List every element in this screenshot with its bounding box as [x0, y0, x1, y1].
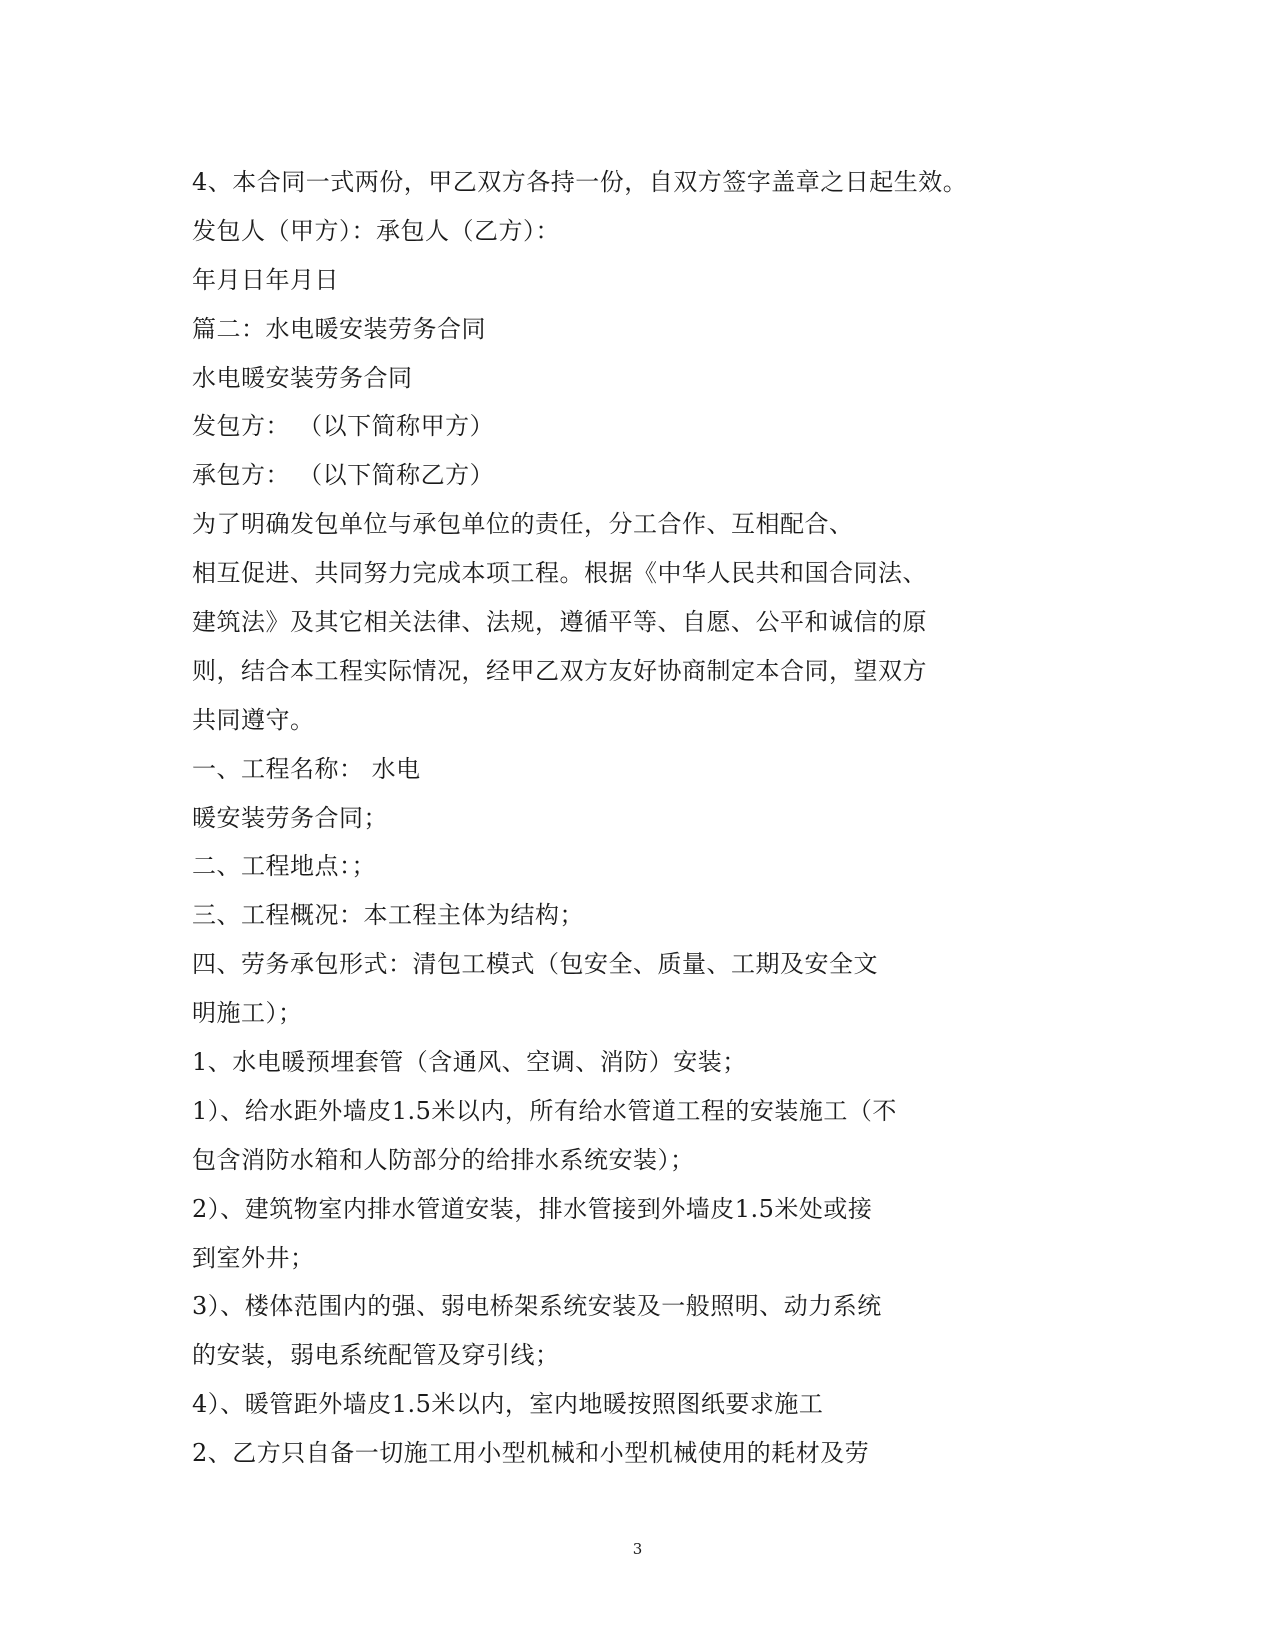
text-line-preamble-2: 相互促进、共同努力完成本项工程。根据《中华人民共和国合同法、: [192, 559, 927, 588]
text-line-party-a: 发包方： （以下简称甲方）: [192, 412, 495, 441]
text-line-effect-clause: 4、本合同一式两份，甲乙双方各持一份，自双方签字盖章之日起生效。: [192, 168, 968, 196]
contract-title: 水电暖安装劳务合同: [192, 363, 413, 392]
text-line-preamble-1: 为了明确发包单位与承包单位的责任，分工合作、互相配合、: [192, 510, 854, 539]
text-line-preamble-5: 共同遵守。: [192, 705, 315, 734]
text-line-project-location: 二、工程地点：；: [192, 852, 376, 881]
text-line-item-1: 1、水电暖预埋套管（含通风、空调、消防）安装；: [192, 1048, 747, 1077]
text-line-project-name-cont: 暖安装劳务合同；: [192, 803, 388, 832]
text-line-subitem-3-cont: 的安装，弱电系统配管及穿引线；: [192, 1341, 560, 1370]
text-line-subitem-2-cont: 到室外井；: [192, 1243, 315, 1272]
text-line-dates: 年月日年月日: [192, 265, 339, 294]
text-line-contract-form: 四、劳务承包形式：清包工模式（包安全、质量、工期及安全文: [192, 950, 878, 979]
text-line-subitem-1: 1）、给水距外墙皮1.5米以内，所有给水管道工程的安装施工（不: [192, 1096, 897, 1125]
text-line-signatories: 发包人（甲方）：承包人（乙方）：: [192, 216, 560, 245]
text-line-subitem-1-cont: 包含消防水箱和人防部分的给排水系统安装）；: [192, 1145, 695, 1174]
text-line-contract-form-cont: 明施工）；: [192, 999, 303, 1028]
contract-text-block: [192, 158, 1012, 1478]
text-line-project-name: 一、工程名称： 水电: [192, 754, 421, 783]
page-number: 3: [632, 1540, 643, 1558]
text-line-preamble-4: 则，结合本工程实际情况，经甲乙双方友好协商制定本合同，望双方: [192, 656, 927, 685]
section-heading-part-two: 篇二：水电暖安装劳务合同: [192, 314, 486, 343]
text-line-subitem-4: 4）、暖管距外墙皮1.5米以内，室内地暖按照图纸要求施工: [192, 1390, 824, 1419]
text-line-subitem-3: 3）、楼体范围内的强、弱电桥架系统安装及一般照明、动力系统: [192, 1292, 882, 1321]
text-line-party-b: 承包方： （以下简称乙方）: [192, 461, 495, 490]
text-line-item-2: 2、乙方只自备一切施工用小型机械和小型机械使用的耗材及劳: [192, 1439, 870, 1468]
text-line-preamble-3: 建筑法》及其它相关法律、法规，遵循平等、自愿、公平和诚信的原: [192, 608, 927, 637]
text-line-project-overview: 三、工程概况：本工程主体为结构；: [192, 901, 584, 930]
text-line-subitem-2: 2）、建筑物室内排水管道安装，排水管接到外墙皮1.5米处或接: [192, 1194, 873, 1223]
